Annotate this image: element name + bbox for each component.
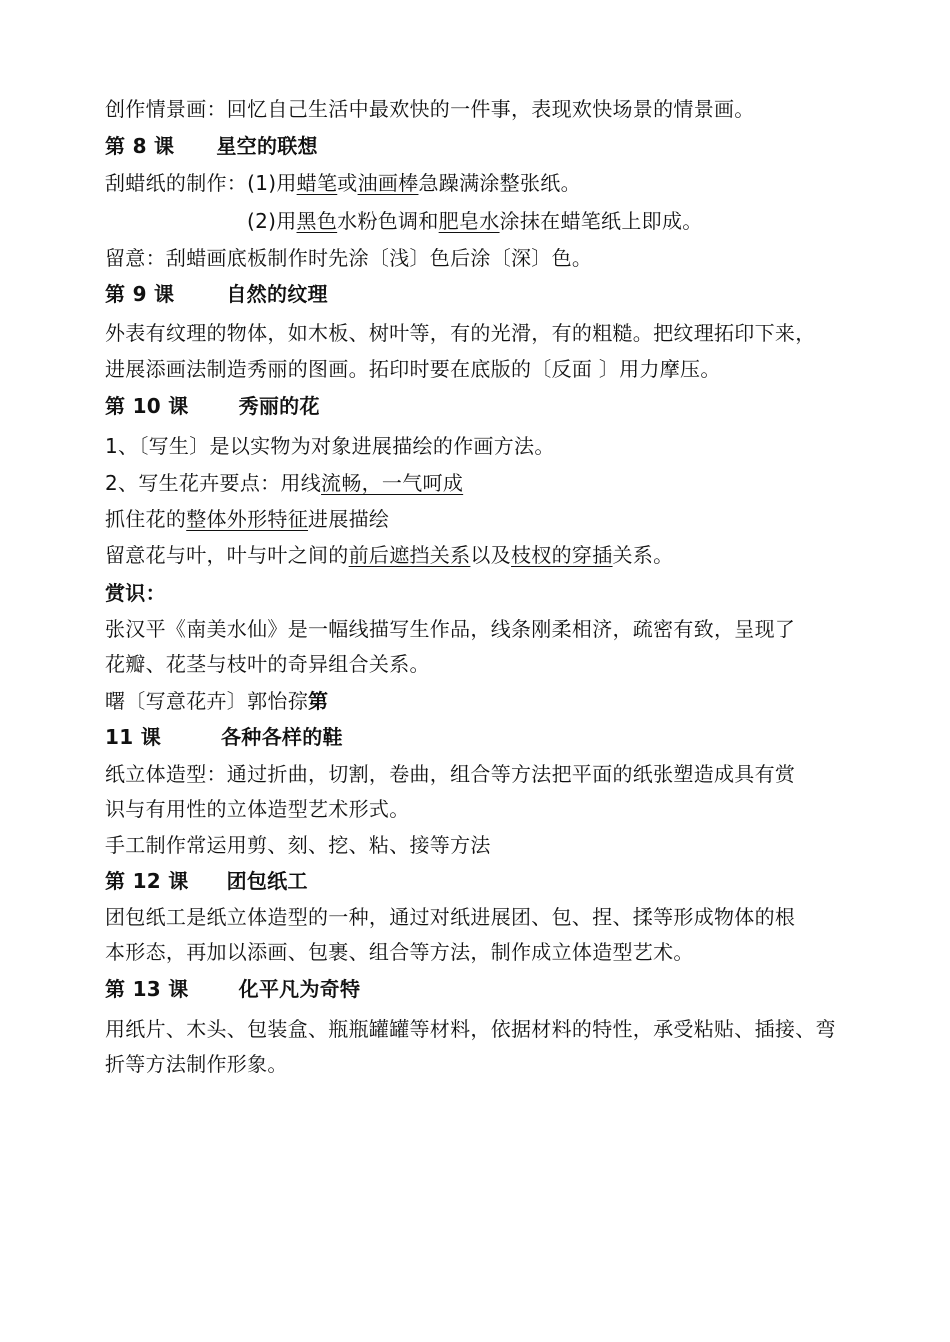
lesson-number: 第 8 课 xyxy=(105,134,175,158)
underlined-term: 流畅，一气呵成 xyxy=(321,471,464,495)
text-segment: 水粉色调和 xyxy=(337,209,439,233)
underlined-term: 油画棒 xyxy=(357,171,419,195)
text-segment: 留意花与叶，叶与叶之间的 xyxy=(105,543,349,567)
text-segment: 以及 xyxy=(470,543,512,567)
lesson-heading xyxy=(105,281,328,307)
text-segment: 第 xyxy=(308,689,329,713)
underlined-term: 黑色 xyxy=(296,209,338,233)
lesson-number: 第 13 课 xyxy=(105,977,189,1001)
lesson-number: 11 课 xyxy=(105,725,161,749)
lesson-title: 各种各样的鞋 xyxy=(221,725,343,749)
text-line: 纸立体造型：通过折曲，切割，卷曲，组合等方法把平面的纸张塑造成具有赏 xyxy=(105,762,796,786)
lesson-number: 第 10 课 xyxy=(105,394,189,418)
lesson-title: 化平凡为奇特 xyxy=(238,977,361,1001)
underlined-term: 肥皂水 xyxy=(438,209,500,233)
text-line: 识与有用性的立体造型艺术形式。 xyxy=(105,797,410,821)
lesson-title: 星空的联想 xyxy=(216,134,318,158)
lesson-heading xyxy=(105,976,360,1002)
text-segment: 急躁满涂整张纸。 xyxy=(418,171,581,195)
lesson-number: 第 9 课 xyxy=(105,282,175,306)
text-line: 外表有纹理的物体，如木板、树叶等，有的光滑，有的粗糙。把纹理拓印下来， xyxy=(105,321,816,345)
underlined-term: 蜡笔 xyxy=(296,171,338,195)
lesson-heading xyxy=(105,393,320,419)
text-line: 1、〔写生〕是以实物为对象进展描绘的作画方法。 xyxy=(105,434,555,458)
text-line xyxy=(105,170,581,196)
lesson-heading xyxy=(105,133,318,159)
text-line: 留意：刮蜡画底板制作时先涂〔浅〕色后涂〔深〕色。 xyxy=(105,246,593,270)
underlined-term: 枝杈的穿插 xyxy=(511,543,613,567)
text-line: 折等方法制作形象。 xyxy=(105,1052,288,1076)
text-segment: 涂抹在蜡笔纸上即成。 xyxy=(499,209,703,233)
text-line xyxy=(105,542,673,568)
text-segment: 曙〔写意花卉〕郭怡孮 xyxy=(105,689,308,713)
text-line: 团包纸工是纸立体造型的一种，通过对纸进展团、包、捏、揉等形成物体的根 xyxy=(105,905,796,929)
text-segment: 抓住花的 xyxy=(105,507,187,531)
text-line: 进展添画法制造秀丽的图画。拓印时要在底版的〔反面 〕用力摩压。 xyxy=(105,357,721,381)
lesson-number: 第 12 课 xyxy=(105,869,189,893)
text-line: 本形态，再加以添画、包裹、组合等方法，制作成立体造型艺术。 xyxy=(105,940,694,964)
lesson-heading xyxy=(105,868,308,894)
text-line: 手工制作常运用剪、刻、挖、粘、接等方法 xyxy=(105,833,491,857)
text-line xyxy=(105,506,389,532)
text-segment: 进展描绘 xyxy=(308,507,390,531)
lesson-heading xyxy=(105,724,343,750)
lesson-title: 自然的纹理 xyxy=(226,282,328,306)
text-line: 用纸片、木头、包装盒、瓶瓶罐罐等材料，依据材料的特性，承受粘贴、插接、弯 xyxy=(105,1017,836,1041)
text-line: 创作情景画：回忆自己生活中最欢快的一件事，表现欢快场景的情景画。 xyxy=(105,97,755,121)
text-segment: 2、写生花卉要点：用线 xyxy=(105,471,322,495)
text-line xyxy=(247,208,703,234)
text-line xyxy=(105,688,328,714)
lesson-title: 秀丽的花 xyxy=(238,394,320,418)
text-line: 花瓣、花茎与枝叶的奇异组合关系。 xyxy=(105,652,430,676)
text-segment: 或 xyxy=(337,171,358,195)
underlined-term: 前后遮挡关系 xyxy=(348,543,471,567)
section-heading: 赏识： xyxy=(105,581,166,605)
underlined-term: 整体外形特征 xyxy=(186,507,309,531)
lesson-title: 团包纸工 xyxy=(226,869,308,893)
text-segment: (2)用 xyxy=(247,209,297,233)
text-segment: 关系。 xyxy=(612,543,674,567)
text-line xyxy=(105,470,463,496)
text-segment: 刮蜡纸的制作：(1)用 xyxy=(105,171,297,195)
text-line: 张汉平《南美水仙》是一幅线描写生作品，线条刚柔相济，疏密有致，呈现了 xyxy=(105,617,796,641)
